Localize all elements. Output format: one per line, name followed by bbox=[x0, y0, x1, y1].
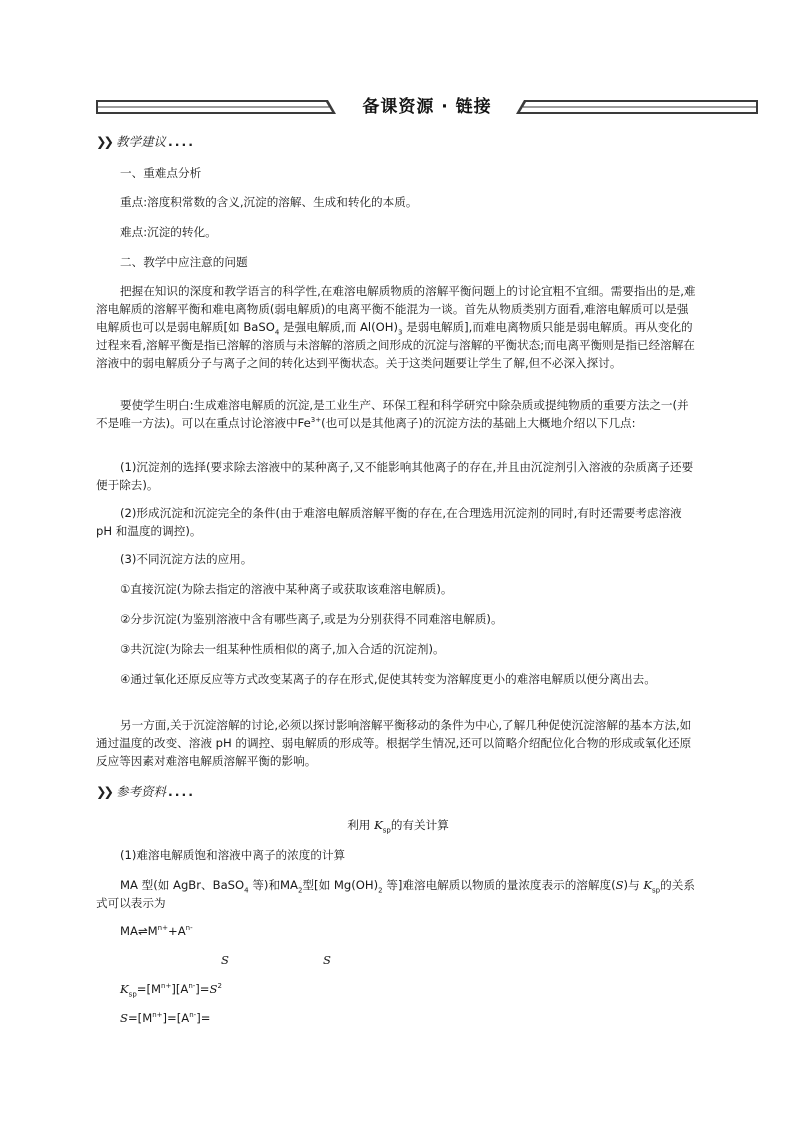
header-title: 备课资源 · 链接 bbox=[362, 97, 492, 117]
equation-ksp: $K_{sp}=[M^{n+}][A^{n-}]=S^2$ bbox=[120, 982, 222, 999]
equation-solubility: $S=[M^{n+}]=[A^{n-}]=$ bbox=[120, 1011, 211, 1025]
heading-key-points: 一、重难点分析 bbox=[120, 166, 202, 180]
paragraph-key: 重点:溶度积常数的含义,沉淀的溶解、生成和转化的本质。 bbox=[120, 195, 418, 209]
double-chevron-icon: ❯❯ bbox=[96, 134, 111, 149]
paragraph-7: ②分步沉淀(为鉴别溶液中含有哪些离子,或是为分别获得不同难溶电解质)。 bbox=[120, 612, 503, 626]
paragraph-5: (3)不同沉淀方法的应用。 bbox=[120, 552, 253, 566]
section-label-teaching: ❯❯ 教学建议 .... bbox=[96, 134, 195, 149]
paragraph-difficulty: 难点:沉淀的转化。 bbox=[120, 225, 217, 239]
paragraph-8: ③共沉淀(为除去一组某种性质相似的离子,加入合适的沉淀剂)。 bbox=[120, 642, 445, 656]
reference-paragraph-2: MA 型(如 AgBr、BaSO$_4$ 等)和$MA_2$型[如 $Mg(OH)_2$ 等]难溶电解质以物质的量浓度表示的溶解度(S)与 $K_{sp}$的关系式可以表示为 bbox=[96, 878, 695, 910]
paragraph-3: (1)沉淀剂的选择(要求除去溶液中的某种离子,又不能影响其他离子的存在,并且由沉淀剂引入溶液的杂质离子还要便于除去)。 bbox=[96, 460, 694, 492]
paragraph-2: 要使学生明白:生成难溶电解质的沉淀,是工业生产、环保工程和科学研究中除杂质或提纯物质的重要方法之一(并不是唯一方法)。可以在重点讨论溶液中$Fe^{3+}$(也可以是其他离子)的沉淀方法的基础上大概地介绍以下几点: bbox=[96, 398, 689, 430]
paragraph-6: ①直接沉淀(为除去指定的溶液中某种离子或获取该难溶电解质)。 bbox=[120, 582, 453, 596]
paragraph-10: 另一方面,关于沉淀溶解的讨论,必须以探讨影响溶解平衡移动的条件为中心,了解几种促使沉淀溶解的基本方法,如通过温度的改变、溶液 pH 的调控、弱电解质的形成等。根据学生情况,还可以简略介绍配位化合物的形成或氧化还原反应等因素对难溶电解质溶解平衡的影响。 bbox=[96, 718, 692, 768]
section-header bbox=[96, 96, 758, 118]
paragraph-1: 把握在知识的深度和教学语言的科学性,在难溶电解质物质的溶解平衡问题上的讨论宜粗不宜细。需要指出的是,难溶电解质的溶解平衡和难电离物质(弱电解质)的电离平衡不能混为一谈。首先从物质类别方面看,难溶电解质可以是强电解质也可以是弱电解质[如 BaSO$_4$ 是强电解质,而 $Al(OH)_3$ 是弱电解质],而难电离物质只能是弱电解质。再从变化的过程来看,溶解平衡是指已溶解的溶质与未溶解的溶质之间形成的沉淀与溶解的平衡状态;而电离平衡则是指已经溶解在溶液中的弱电解质分子与离子之间的转化达到平衡状态。关于这类问题要让学生了解,但不必深入探讨。 bbox=[96, 284, 696, 370]
section-label-reference: ❯❯ 参考资料 .... bbox=[96, 784, 195, 799]
reference-item-1: (1)难溶电解质饱和溶液中离子的浓度的计算 bbox=[120, 848, 346, 862]
equation-dissociation: $MA\rightleftharpoons M^{n+}+A^{n-}$ bbox=[120, 924, 193, 938]
paragraph-9: ④通过氧化还原反应等方式改变某离子的存在形式,促使其转变为溶解度更小的难溶电解质以便分离出去。 bbox=[120, 672, 656, 686]
double-chevron-icon: ❯❯ bbox=[96, 784, 111, 799]
equation-s-right: S bbox=[323, 953, 331, 967]
paragraph-4: (2)形成沉淀和沉淀完全的条件(由于难溶电解质溶解平衡的存在,在合理选用沉淀剂的同时,有时还需要考虑溶液 pH 和温度的调控)。 bbox=[96, 506, 682, 538]
heading-teaching-notes: 二、教学中应注意的问题 bbox=[120, 255, 248, 269]
reference-title: 利用 $K_{sp}$的有关计算 bbox=[347, 818, 449, 835]
equation-s-left: S bbox=[221, 953, 229, 967]
